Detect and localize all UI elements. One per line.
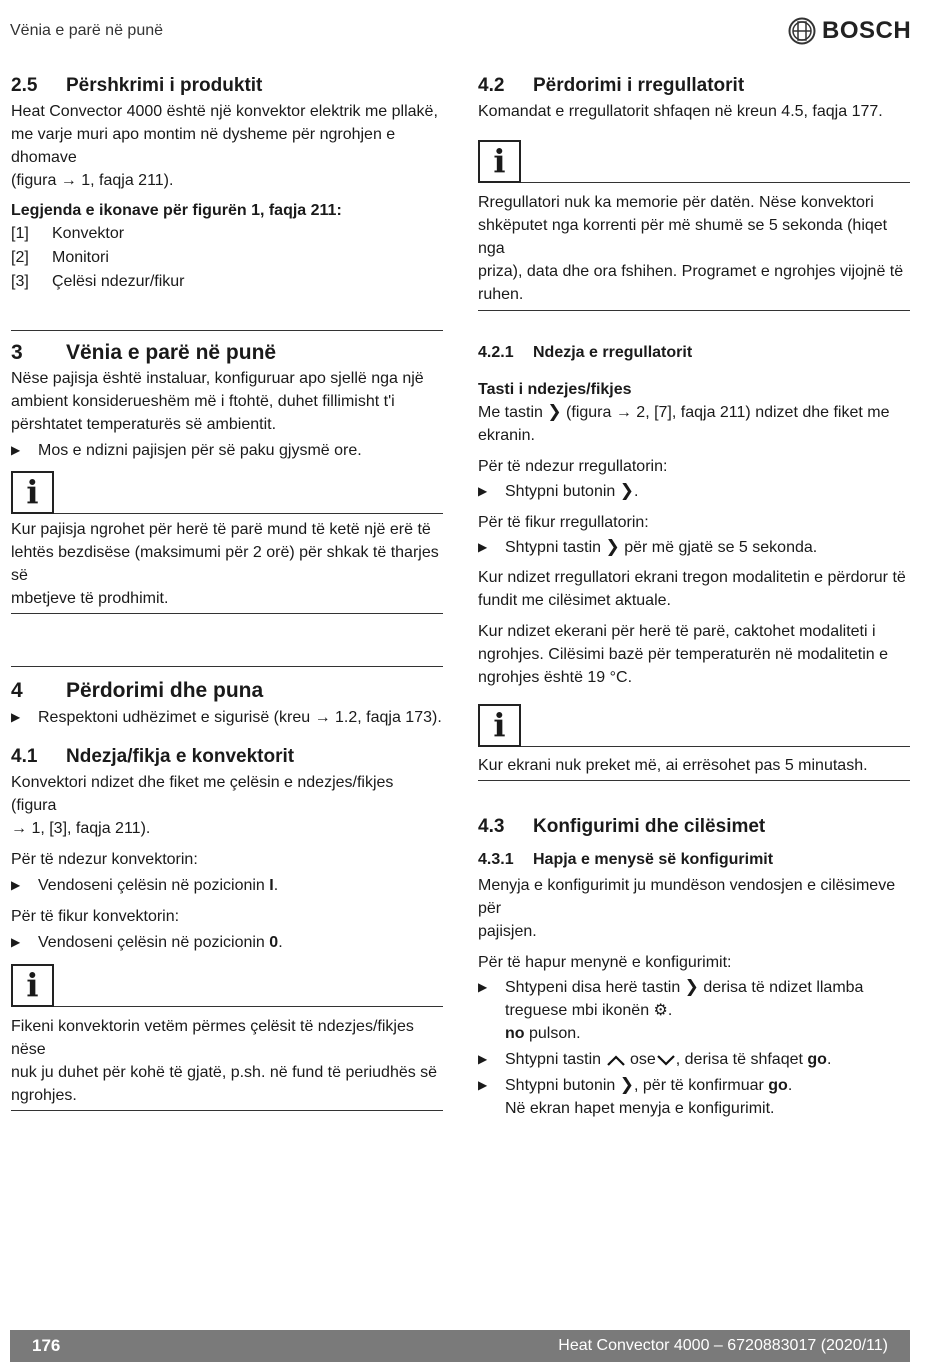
bosch-logo bbox=[788, 17, 911, 45]
triangle-right-icon: ▶ bbox=[11, 443, 21, 457]
section-4-3-heading: 4.3 Konfigurimi dhe cilësimet bbox=[478, 816, 766, 837]
chevron-right-icon: ❯ bbox=[684, 977, 699, 997]
triangle-right-icon: ▶ bbox=[11, 710, 21, 724]
subheading: Tasti i ndezjes/fikjes bbox=[478, 381, 632, 398]
step-label: Për të fikur rregullatorin: bbox=[478, 514, 649, 531]
page-footer bbox=[10, 1330, 910, 1362]
info-note-text: Kur pajisja ngrohet për herë të parë mund të ketë një erë të lehtës bezdisëse (maksimumi për 2 orë) për shkak të tharjes së mbetjeve të prodhimit. bbox=[11, 518, 443, 614]
section-4-heading: 4 Përdorimi dhe puna bbox=[11, 679, 264, 702]
step-label: Për të ndezur konvektorin: bbox=[11, 851, 198, 868]
left-column bbox=[11, 74, 443, 1111]
section-3-text: përshtatet temperaturës së ambientit. bbox=[11, 416, 277, 433]
triangle-right-icon: ▶ bbox=[478, 1078, 488, 1092]
info-note-text: Fikeni konvektorin vetëm përmes çelësit të ndezjes/fikjes nëse nuk ju duhet për kohë të gjatë, p.sh. në fund të periudhës së ngrohjes. bbox=[11, 1015, 443, 1111]
info-icon: i bbox=[478, 704, 521, 747]
section-4-2-text: Komandat e rregullatorit shfaqen në kreun 4.5, faqja 177. bbox=[478, 103, 883, 120]
instruction-bullet: ▶ Shtypni butonin ❯. bbox=[478, 481, 639, 501]
section-divider bbox=[11, 666, 443, 667]
chevron-right-icon: ❯ bbox=[619, 1075, 634, 1095]
legend-item: [1] Konvektor bbox=[11, 225, 125, 242]
section-4-2-1-heading: 4.2.1 Ndezja e rregullatorit bbox=[478, 344, 693, 361]
document-id: Heat Convector 4000 – 6720883017 (2020/11) bbox=[558, 1337, 888, 1354]
bosch-armature-icon bbox=[788, 17, 816, 45]
legend-title: Legjenda e ikonave për figurën 1, faqja 211: bbox=[11, 202, 342, 219]
section-4-2-1-text: ekranin. bbox=[478, 427, 535, 444]
section-4-3-1-text: pajisjen. bbox=[478, 923, 537, 940]
section-2-5-heading: 2.5 Përshkrimi i produktit bbox=[11, 75, 263, 96]
info-icon: i bbox=[11, 964, 54, 1007]
step-label: Për të ndezur rregullatorin: bbox=[478, 458, 668, 475]
section-3-heading: 3 Vënia e parë në punë bbox=[11, 341, 277, 364]
legend-item: [3] Çelësi ndezur/fikur bbox=[11, 273, 185, 290]
gear-icon: ⚙ bbox=[653, 1002, 668, 1019]
section-4-2-1-text: Me tastin ❯ (figura → 2, [7], faqja 211) ndizet dhe fiket me bbox=[478, 402, 890, 422]
section-divider bbox=[11, 330, 443, 331]
section-4-3-1-text: Menyja e konfigurimit ju mundëson vendosjen e cilësimeve për bbox=[478, 877, 896, 917]
section-4-1-heading: 4.1 Ndezja/fikja e konvektorit bbox=[11, 746, 295, 767]
instruction-bullet: ▶ Vendoseni çelësin në pozicionin I. bbox=[11, 874, 443, 897]
section-2-5-text: Heat Convector 4000 është një konvektor elektrik me pllakë, bbox=[11, 103, 438, 120]
triangle-right-icon: ▶ bbox=[11, 878, 21, 892]
section-2-5-text: (figura → 1, faqja 211). bbox=[11, 172, 174, 189]
section-4-1-text: → 1, [3], faqja 211). bbox=[11, 820, 151, 837]
instruction-bullet: ▶ Respektoni udhëzimet e sigurisë (kreu → 1.2, faqja 173). bbox=[11, 706, 443, 729]
step-label: Për të hapur menynë e konfigurimit: bbox=[478, 954, 732, 971]
section-3-text: ambient konsiderueshëm më i ftohtë, duhet fillimisht t'i bbox=[11, 393, 395, 410]
info-note bbox=[11, 964, 443, 1007]
section-3-text: Nëse pajisja është instaluar, konfiguruar apo sjellë nga një bbox=[11, 370, 424, 387]
legend-item: [2] Monitori bbox=[11, 249, 109, 266]
info-note-text: Rregullatori nuk ka memorie për datën. Nëse konvektori shkëputet nga korrenti për më shumë se 5 sekonda (hiqet nga priza), data dhe ora fshihen. Programet e ngrohjes vijojnë të ruhen. bbox=[478, 191, 910, 311]
info-icon: i bbox=[478, 140, 521, 183]
page-number: 176 bbox=[32, 1336, 61, 1355]
instruction-bullet: ▶ Mos e ndizni pajisjen për së paku gjysmë ore. bbox=[11, 439, 443, 462]
info-note-text: Kur ekrani nuk preket më, ai errësohet pas 5 minutash. bbox=[478, 754, 910, 781]
chevron-down-icon bbox=[656, 1054, 676, 1066]
info-note bbox=[478, 704, 910, 747]
section-4-1-text: Konvektori ndizet dhe fiket me çelësin e ndezjes/fikjes (figura bbox=[11, 774, 394, 814]
section-4-2-heading: 4.2 Përdorimi i rregullatorit bbox=[478, 75, 745, 96]
brand-name: BOSCH bbox=[822, 17, 912, 44]
chevron-up-icon bbox=[606, 1054, 626, 1066]
instruction-bullet: ▶ Shtypni tastin ❯ për më gjatë se 5 sekonda. bbox=[478, 537, 818, 557]
info-note bbox=[11, 471, 443, 514]
section-4-2-1-paragraph: Kur ndizet ekerani për herë të parë, caktohet modaliteti i ngrohjes. Cilësimi bazë për temperaturën në modalitetin e ngrohjes është 19 °C. bbox=[478, 623, 888, 686]
triangle-right-icon: ▶ bbox=[11, 935, 21, 949]
instruction-bullet: ▶ Shtypeni disa herë tastin ❯ derisa të ndizet llamba treguese mbi ikonën ⚙. no pulson. bbox=[478, 976, 910, 1045]
instruction-bullet: ▶ Shtypni butonin ❯, për të konfirmuar go. Në ekran hapet menyja e konfigurimit. bbox=[478, 1074, 910, 1120]
running-header-title: Vënia e parë në punë bbox=[10, 22, 164, 39]
section-4-2-1-paragraph: Kur ndizet rregullatori ekrani tregon modalitetin e përdorur të fundit me cilësimet aktuale. bbox=[478, 569, 906, 609]
section-2-5-text: me varje muri apo montim në dysheme për ngrohjen e dhomave bbox=[11, 126, 396, 166]
chevron-right-icon: ❯ bbox=[605, 537, 620, 557]
step-label: Për të fikur konvektorin: bbox=[11, 908, 180, 925]
right-column bbox=[478, 74, 910, 1120]
chevron-right-icon: ❯ bbox=[619, 481, 634, 501]
info-note bbox=[478, 140, 910, 183]
instruction-bullet: ▶ Shtypni tastin ose , derisa të shfaqet go. bbox=[478, 1048, 910, 1071]
info-icon: i bbox=[11, 471, 54, 514]
triangle-right-icon: ▶ bbox=[478, 540, 488, 554]
instruction-bullet: ▶ Vendoseni çelësin në pozicionin 0. bbox=[11, 931, 443, 954]
section-4-3-1-heading: 4.3.1 Hapja e menysë së konfigurimit bbox=[478, 851, 774, 868]
chevron-right-icon: ❯ bbox=[547, 402, 562, 422]
triangle-right-icon: ▶ bbox=[478, 484, 488, 498]
triangle-right-icon: ▶ bbox=[478, 1052, 488, 1066]
triangle-right-icon: ▶ bbox=[478, 980, 488, 994]
